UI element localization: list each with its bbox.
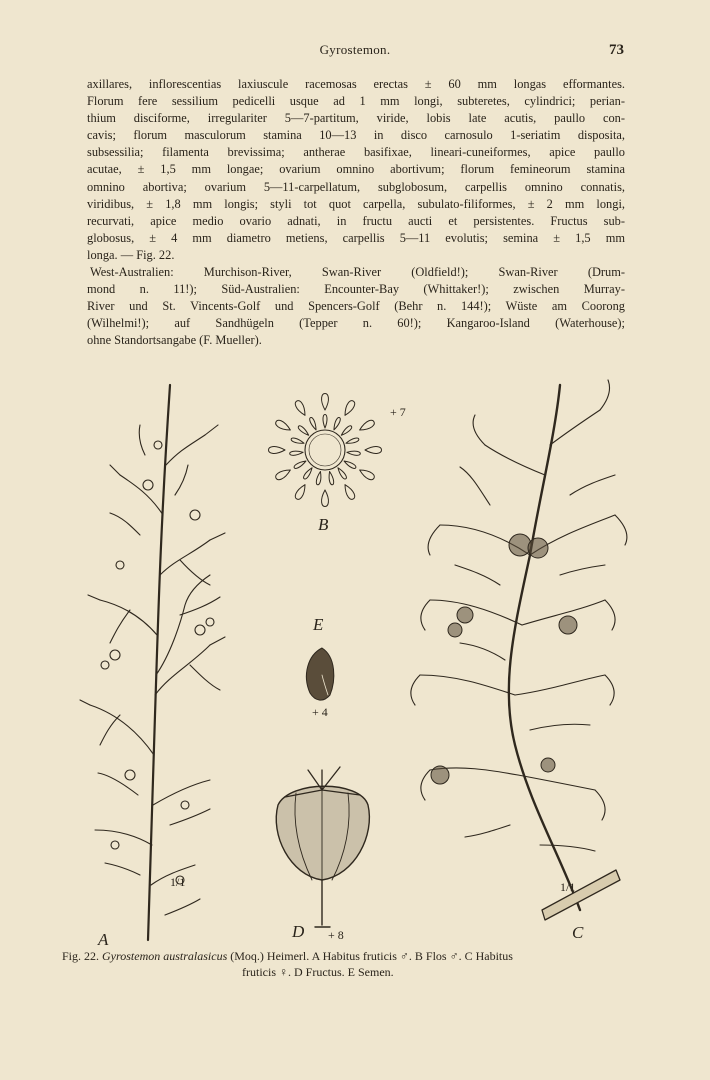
locality-line: mond n. 11!); Süd-Australien: Encounter-Bay (Whittaker!); zwischen Murray- xyxy=(87,282,625,297)
illustration-drawing xyxy=(60,375,660,955)
text-line: omnino abortiva; ovarium 5—11-carpellatum, subglobosum, carpellis omnino connatis, xyxy=(87,179,625,194)
locality-line: West-Australien: Murchison-River, Swan-River (Oldfield!); Swan-River (Drum- xyxy=(90,265,625,280)
locality-line: (Wilhelmi!); auf Sandhügeln (Tepper n. 60!); Kangaroo-Island (Waterhouse); xyxy=(87,316,625,331)
text-line: thium disciforme, irregulariter 5—7-partitum, viride, lobis late acutis, paullo con- xyxy=(87,111,625,126)
scale-b: + 7 xyxy=(390,405,406,419)
label-e: E xyxy=(313,615,324,634)
text-line: axillares, inflorescentias laxiuscule racemosas erectas ± 60 mm longas efformantes. xyxy=(87,77,625,91)
figure-caption xyxy=(62,948,652,980)
text-line: longa. — Fig. 22. xyxy=(87,247,175,262)
locality-line: River und St. Vincents-Golf und Spencers-Golf (Behr n. 144!); Wüste am Coorong xyxy=(87,299,625,314)
text-line: subsessilia; filamenta brevissima; antherae basifixae, lineari-cuneiformes, apice paullo xyxy=(87,145,625,160)
caption-fig-number: Fig. 22. xyxy=(62,949,100,963)
seed-drawing xyxy=(306,648,333,700)
text-line: Florum fere sessilium pedicelli usque ad 1 mm longi, subteretes, cylindrici; perian- xyxy=(87,94,625,109)
caption-parts-1: A Habitus fruticis ♂. B Flos ♂. C Habitus xyxy=(311,949,513,963)
flower-drawing xyxy=(269,394,382,507)
label-d: D xyxy=(292,922,305,941)
scale-d: + 8 xyxy=(328,928,344,942)
caption-authority: (Moq.) Heimerl. xyxy=(230,949,310,963)
label-c: C xyxy=(572,923,584,942)
text-line: globosus, ± 4 mm diametro metiens, carpellis 5—11 evolutis; semina ± 1,5 mm xyxy=(87,230,625,245)
description-text xyxy=(87,76,625,350)
caption-species: Gyrostemon australasicus xyxy=(102,949,228,963)
locality-line: ohne Standortsangabe (F. Mueller). xyxy=(87,333,262,348)
scale-a: 1/1 xyxy=(170,875,186,889)
label-b: B xyxy=(318,515,329,534)
habit-male-branch xyxy=(80,385,225,940)
scale-c: 1/1 xyxy=(560,880,576,894)
running-title: Gyrostemon. xyxy=(319,42,391,57)
text-line: acutae, ± 1,5 mm longae; ovarium omnino abortivum; florum femineorum stamina xyxy=(87,162,625,177)
botanical-illustration xyxy=(60,375,660,955)
running-header xyxy=(0,42,710,62)
caption-line-1 xyxy=(62,948,652,964)
text-line: viridibus, ± 1,8 mm longis; styli tot quot carpella, subulato-filiformes, ± 2 mm longi, xyxy=(87,196,625,211)
text-line: cavis; florum masculorum stamina 10—13 in disco carnosulo 1-seriatim disposita, xyxy=(87,128,625,143)
scale-e: + 4 xyxy=(312,705,328,719)
page-number: 73 xyxy=(609,42,624,58)
caption-parts-2: fruticis ♀. D Fructus. E Semen. xyxy=(242,965,394,979)
fruit-drawing xyxy=(276,767,369,927)
label-a: A xyxy=(98,930,109,949)
text-line: recurvati, apice medio ovario adnati, in fructu aucti et persistentes. Fructus sub- xyxy=(87,213,625,228)
habit-female-branch xyxy=(411,380,627,920)
